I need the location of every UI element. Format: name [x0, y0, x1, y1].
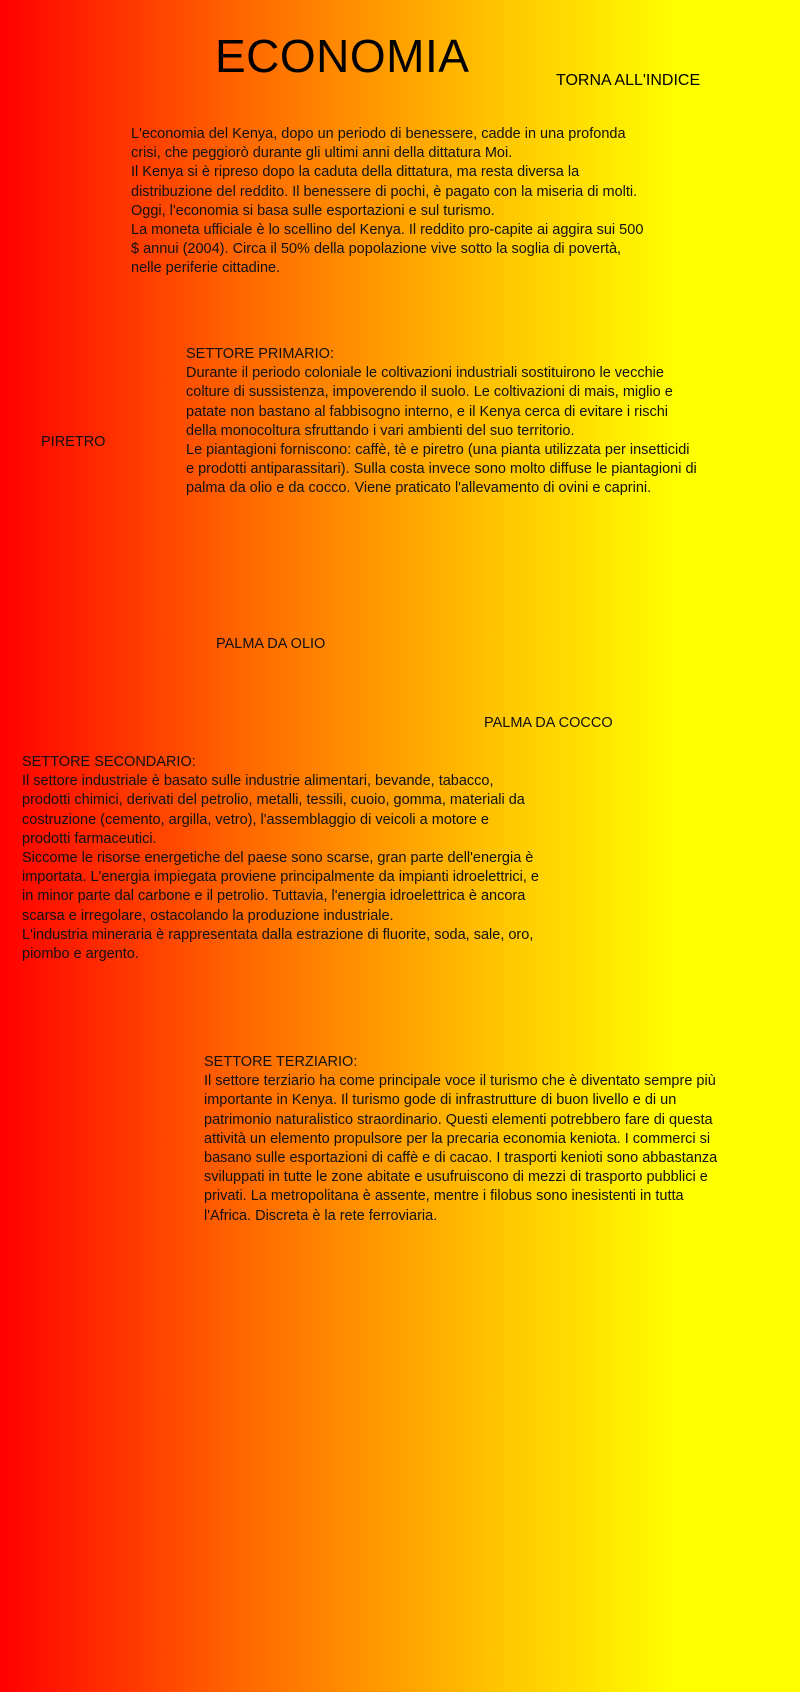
piretro-image-alt: PIRETRO [41, 434, 106, 450]
intro-paragraph: L'economia del Kenya, dopo un periodo di benessere, cadde in una profonda crisi, che peggiorò durante gli ultimi anni della dittatura Moi. Il Kenya si è ripreso dopo la caduta della dittatura, ma resta diversa la distribuzione del reddito. Il benessere di pochi, è pagato con la miseria di molti. Oggi, l'economia si basa sulle esportazioni e sul turismo. La moneta ufficiale è lo scellino del Kenya. Il reddito pro-capite ai aggira sui 500 $ annui (2004). Circa il 50% della popolazione vive sotto la soglia di povertà, nelle periferie cittadine. [131, 126, 644, 277]
secondary-sector-paragraph: SETTORE SECONDARIO: Il settore industriale è basato sulle industrie alimentari, bevande, tabacco, prodotti chimici, derivati del petrolio, metalli, tessili, cuoio, gomma, materiali da costruzione (cemento, argilla, vetro), l'assemblaggio di veicoli a motore e prodotti farmaceutici. Siccome le risorse energetiche del paese sono scarse, gran parte dell'energia è importata. L'energia impiegata proviene principalmente da impianti idroelettrici, e in minor parte dal carbone e il petrolio. Tuttavia, l'energia idroelettrica è ancora scarsa e irregolare, ostacolando la produzione industriale. L'industria mineraria è rappresentata dalla estrazione di fluorite, soda, sale, oro, piombo e argento. [22, 754, 539, 963]
page-title: ECONOMIA [215, 30, 470, 82]
oil-palm-image-alt: PALMA DA OLIO [216, 636, 326, 652]
primary-sector-paragraph: SETTORE PRIMARIO: Durante il periodo coloniale le coltivazioni industriali sostituirono le vecchie colture di sussistenza, impoverendo il suolo. Le coltivazioni di mais, miglio e patate non bastano al fabbisogno interno, e il Kenya cerca di evitare i rischi della monocoltura sfruttando i vari ambienti del suo territorio. Le piantagioni forniscono: caffè, tè e piretro (una pianta utilizzata per insetticidi e prodotti antiparassitari). Sulla costa invece sono molto diffuse le piantagioni di palma da olio e da cocco. Viene praticato l'allevamento di ovini e caprini. [186, 346, 697, 497]
coconut-palm-image-alt: PALMA DA COCCO [484, 715, 613, 731]
tertiary-sector-paragraph: SETTORE TERZIARIO: Il settore terziario ha come principale voce il turismo che è diventato sempre più importante in Kenya. Il turismo gode di infrastrutture di buon livello e di un patrimonio naturalistico straordinario. Questi elementi potrebbero fare di questa attività un elemento propulsore per la precaria economia keniota. I commerci si basano sulle esportazioni di caffè e di cacao. I trasporti kenioti sono abbastanza sviluppati in tutte le zone abitate e usufruiscono di mezzi di trasporto pubblici e privati. La metropolitana è assente, mentre i filobus sono inesistenti in tutta l'Africa. Discreta è la rete ferroviaria. [204, 1054, 718, 1224]
back-to-index-link[interactable]: TORNA ALL'INDICE [556, 72, 701, 89]
